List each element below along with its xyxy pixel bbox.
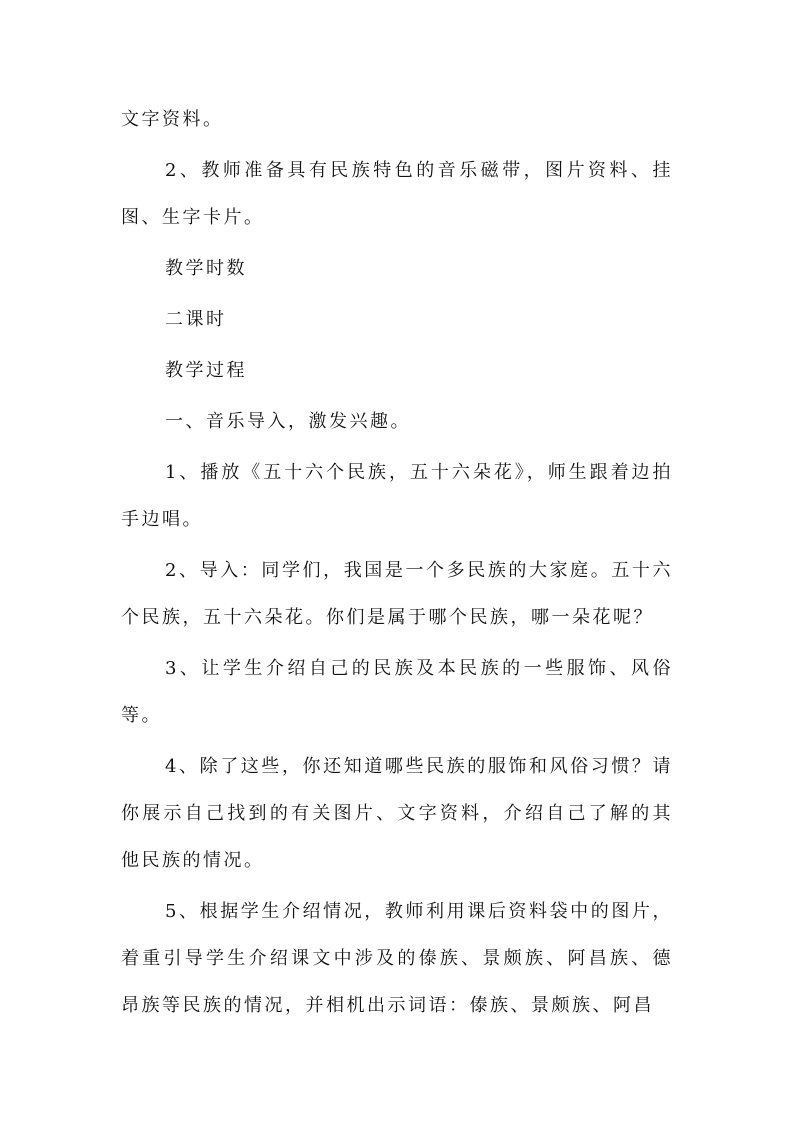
process-item-5: 5、根据学生介绍情况，教师利用课后资料袋中的图片，着重引导学生介绍课文中涉及的傣族、景颇族、阿昌族、德昂族等民族的情况，并相机出示词语：傣族、景颇族、阿昌 xyxy=(121,901,673,1016)
teaching-hours-value: 二课时 xyxy=(165,309,227,330)
process-item-1: 1、播放《五十六个民族，五十六朵花》，师生跟着边拍手边唱。 xyxy=(121,462,673,530)
process-item-4: 4、除了这些，你还知道哪些民族的服饰和风俗习惯？请你展示自己找到的有关图片、文字资料，介绍自己了解的其他民族的情况。 xyxy=(121,756,673,871)
paragraph-continuation: 文字资料。 xyxy=(121,109,224,130)
process-item-3: 3、让学生介绍自己的民族及本民族的一些服饰、风俗等。 xyxy=(121,658,673,726)
section-heading-teaching-process: 教学过程 xyxy=(165,360,247,381)
document-body xyxy=(121,96,673,1029)
section-heading-teaching-hours: 教学时数 xyxy=(165,258,247,279)
process-item-2: 2、导入：同学们，我国是一个多民族的大家庭。五十六个民族，五十六朵花。你们是属于哪个民族，哪一朵花呢？ xyxy=(121,560,673,628)
paragraph-item-2: 2、教师准备具有民族特色的音乐磁带，图片资料、挂图、生字卡片。 xyxy=(121,160,673,228)
process-step-heading: 一、音乐导入，激发兴趣。 xyxy=(165,411,411,432)
